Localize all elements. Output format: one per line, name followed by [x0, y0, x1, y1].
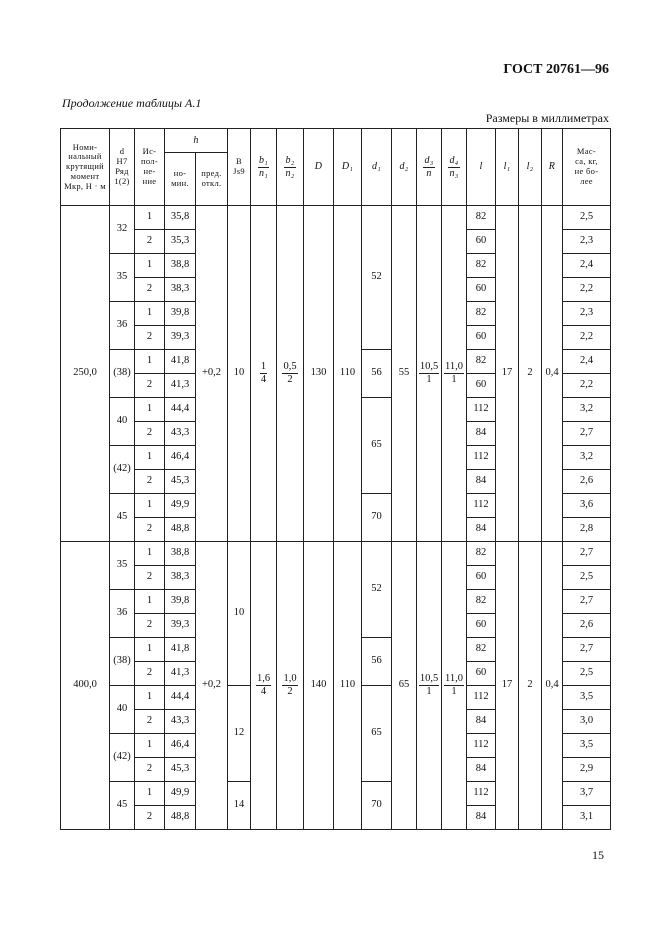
isp-cell: 1 — [135, 302, 165, 326]
mass-cell: 2,2 — [563, 374, 611, 398]
h-nom-cell: 45,3 — [165, 470, 196, 494]
table-row — [61, 542, 611, 566]
col-d4n3 — [442, 129, 467, 206]
d-cell: 36 — [110, 302, 135, 350]
l-cell: 112 — [467, 446, 496, 470]
isp-cell: 2 — [135, 326, 165, 350]
h-nom-cell: 44,4 — [165, 686, 196, 710]
D-cell: 140 — [304, 542, 334, 830]
col-l: l — [467, 129, 496, 206]
col-h-nom — [165, 153, 196, 206]
B-cell: 10 — [228, 542, 251, 686]
h-nom-cell: 43,3 — [165, 710, 196, 734]
standard-number: ГОСТ 20761—96 — [503, 62, 609, 77]
d-cell: 32 — [110, 206, 135, 254]
mass-cell: 2,3 — [563, 302, 611, 326]
l-cell: 82 — [467, 350, 496, 374]
d-cell: 35 — [110, 542, 135, 590]
l-cell: 112 — [467, 686, 496, 710]
h-nom-cell: 35,3 — [165, 230, 196, 254]
h-nom-cell: 39,3 — [165, 326, 196, 350]
d2-cell: 55 — [392, 206, 417, 542]
header-text: момент — [70, 170, 100, 181]
isp-cell: 1 — [135, 686, 165, 710]
col-h-tol — [196, 153, 228, 206]
mass-cell: 2,7 — [563, 422, 611, 446]
fraction: $\frac{\text{b₁}}{\text{n₁}}$ — [258, 155, 269, 179]
fraction: $\frac{0,5}{2}$ — [283, 360, 297, 385]
d1-cell: 56 — [362, 350, 392, 398]
header-text: крутящий — [65, 161, 105, 172]
d-cell: (42) — [110, 446, 135, 494]
col-d1: d₁ — [362, 129, 392, 206]
h-nom-cell: 41,8 — [165, 638, 196, 662]
d-cell: 40 — [110, 398, 135, 446]
fraction: $\frac{1}{4}$ — [260, 360, 267, 385]
h-nom-cell: 49,9 — [165, 494, 196, 518]
isp-cell: 2 — [135, 278, 165, 302]
l-cell: 82 — [467, 302, 496, 326]
l-cell: 82 — [467, 638, 496, 662]
col-h: h — [165, 129, 228, 153]
header-text: са, кг, — [575, 156, 598, 167]
mass-cell: 2,4 — [563, 350, 611, 374]
isp-cell: 2 — [135, 566, 165, 590]
D1-cell: 110 — [334, 206, 362, 542]
col-b2n2 — [277, 129, 304, 206]
isp-cell: 1 — [135, 206, 165, 230]
fraction: $\frac{10,5}{1}$ — [419, 672, 439, 697]
isp-cell: 1 — [135, 350, 165, 374]
header-text: Мас- — [576, 146, 597, 157]
isp-cell: 2 — [135, 806, 165, 830]
mass-cell: 3,0 — [563, 710, 611, 734]
header-text: Mкр, Н · м — [64, 180, 106, 191]
mass-cell: 2,6 — [563, 470, 611, 494]
header-text: 1(2) — [114, 175, 130, 186]
d4n3-cell — [442, 542, 467, 830]
l-cell: 112 — [467, 398, 496, 422]
col-mass — [563, 129, 611, 206]
mass-cell: 2,5 — [563, 566, 611, 590]
dimensions-table — [60, 128, 611, 830]
isp-cell: 1 — [135, 398, 165, 422]
l-cell: 82 — [467, 206, 496, 230]
header-text: лее — [580, 175, 593, 186]
l-cell: 60 — [467, 614, 496, 638]
l-cell: 84 — [467, 758, 496, 782]
d1-cell: 56 — [362, 638, 392, 686]
col-b1n1 — [251, 129, 277, 206]
mass-cell: 3,2 — [563, 446, 611, 470]
l2-cell: 2 — [519, 542, 542, 830]
fraction: $\frac{11,0}{1}$ — [445, 672, 463, 697]
d1-cell: 52 — [362, 542, 392, 638]
isp-cell: 2 — [135, 230, 165, 254]
h-nom-cell: 48,8 — [165, 806, 196, 830]
B-cell: 14 — [228, 782, 251, 830]
d3n-cell — [417, 206, 442, 542]
mass-cell: 2,2 — [563, 278, 611, 302]
l-cell: 82 — [467, 542, 496, 566]
header-text: B — [236, 156, 242, 167]
isp-cell: 2 — [135, 518, 165, 542]
l-cell: 60 — [467, 230, 496, 254]
h-nom-cell: 38,8 — [165, 254, 196, 278]
h-nom-cell: 49,9 — [165, 782, 196, 806]
D1-cell: 110 — [334, 542, 362, 830]
d4n3-cell — [442, 206, 467, 542]
header-text: пред. — [201, 168, 222, 179]
mass-cell: 3,5 — [563, 686, 611, 710]
isp-cell: 1 — [135, 254, 165, 278]
isp-cell: 2 — [135, 422, 165, 446]
b1n1-cell — [251, 542, 277, 830]
l-cell: 82 — [467, 254, 496, 278]
d-cell: (38) — [110, 350, 135, 398]
h-nom-cell: 41,8 — [165, 350, 196, 374]
header-text: Номи- — [72, 141, 98, 152]
l-cell: 112 — [467, 734, 496, 758]
d-cell: 40 — [110, 686, 135, 734]
mass-cell: 2,3 — [563, 230, 611, 254]
col-isp — [135, 129, 165, 206]
isp-cell: 1 — [135, 542, 165, 566]
header-text: откл. — [201, 178, 222, 189]
l-cell: 60 — [467, 662, 496, 686]
d3n-cell — [417, 542, 442, 830]
isp-cell: 2 — [135, 470, 165, 494]
header-text: но- — [173, 168, 187, 179]
d1-cell: 65 — [362, 398, 392, 494]
l1-cell: 17 — [496, 542, 519, 830]
l-cell: 60 — [467, 374, 496, 398]
col-D1: D₁ — [334, 129, 362, 206]
col-D: D — [304, 129, 334, 206]
mass-cell: 2,7 — [563, 542, 611, 566]
torque-cell: 400,0 — [61, 542, 110, 830]
col-d — [110, 129, 135, 206]
h-nom-cell: 44,4 — [165, 398, 196, 422]
l-cell: 82 — [467, 590, 496, 614]
B-cell: 10 — [228, 206, 251, 542]
mass-cell: 2,7 — [563, 590, 611, 614]
fraction: $\frac{\text{d₄}}{\text{n₃}}$ — [449, 155, 459, 179]
l-cell: 84 — [467, 806, 496, 830]
l2-cell: 2 — [519, 206, 542, 542]
D-cell: 130 — [304, 206, 334, 542]
B-cell: 12 — [228, 686, 251, 782]
b2n2-cell — [277, 542, 304, 830]
mass-cell: 2,6 — [563, 614, 611, 638]
l-cell: 84 — [467, 470, 496, 494]
mass-cell: 3,7 — [563, 782, 611, 806]
header-text: Js9 — [233, 166, 245, 176]
d1-cell: 65 — [362, 686, 392, 782]
l-cell: 60 — [467, 566, 496, 590]
h-nom-cell: 39,3 — [165, 614, 196, 638]
header-text: пол- — [141, 156, 158, 167]
col-l1: l₁ — [496, 129, 519, 206]
header-text: H7 — [116, 156, 128, 167]
mass-cell: 2,7 — [563, 638, 611, 662]
header-text: Ряд — [115, 166, 129, 176]
mass-cell: 3,2 — [563, 398, 611, 422]
h-nom-cell: 39,8 — [165, 302, 196, 326]
isp-cell: 2 — [135, 374, 165, 398]
h-tol-cell: +0,2 — [196, 206, 228, 542]
header-text: ние — [142, 175, 157, 186]
fraction: $\frac{\text{d₃}}{n}$ — [424, 155, 434, 179]
h-nom-cell: 39,8 — [165, 590, 196, 614]
l-cell: 84 — [467, 422, 496, 446]
isp-cell: 2 — [135, 758, 165, 782]
table-continuation-caption: Продолжение таблицы А.1 — [62, 96, 202, 110]
l-cell: 112 — [467, 494, 496, 518]
h-tol-cell: +0,2 — [196, 542, 228, 830]
mass-cell: 2,2 — [563, 326, 611, 350]
h-nom-cell: 41,3 — [165, 662, 196, 686]
h-nom-cell: 46,4 — [165, 446, 196, 470]
col-d2: d₂ — [392, 129, 417, 206]
h-nom-cell: 46,4 — [165, 734, 196, 758]
h-nom-cell: 38,3 — [165, 566, 196, 590]
isp-cell: 2 — [135, 710, 165, 734]
isp-cell: 1 — [135, 446, 165, 470]
l1-cell: 17 — [496, 206, 519, 542]
isp-cell: 1 — [135, 638, 165, 662]
d-cell: (38) — [110, 638, 135, 686]
mass-cell: 3,1 — [563, 806, 611, 830]
h-nom-cell: 43,3 — [165, 422, 196, 446]
table-row — [61, 206, 611, 230]
fraction: $\frac{1,6}{4}$ — [256, 672, 271, 697]
units-note: Размеры в миллиметрах — [485, 111, 609, 125]
d-cell: 45 — [110, 782, 135, 830]
header-text: не- — [143, 166, 156, 176]
mass-cell: 3,6 — [563, 494, 611, 518]
d-cell: 45 — [110, 494, 135, 542]
isp-cell: 1 — [135, 590, 165, 614]
d-cell: (42) — [110, 734, 135, 782]
d1-cell: 70 — [362, 782, 392, 830]
d1-cell: 70 — [362, 494, 392, 542]
fraction: $\frac{1,0}{2}$ — [283, 672, 297, 697]
l-cell: 84 — [467, 710, 496, 734]
h-nom-cell: 45,3 — [165, 758, 196, 782]
h-nom-cell: 38,3 — [165, 278, 196, 302]
mass-cell: 2,5 — [563, 662, 611, 686]
d-cell: 36 — [110, 590, 135, 638]
col-torque — [61, 129, 110, 206]
isp-cell: 2 — [135, 614, 165, 638]
l-cell: 60 — [467, 326, 496, 350]
h-nom-cell: 38,8 — [165, 542, 196, 566]
isp-cell: 2 — [135, 662, 165, 686]
mass-cell: 2,8 — [563, 518, 611, 542]
d2-cell: 65 — [392, 542, 417, 830]
R-cell: 0,4 — [542, 206, 563, 542]
b1n1-cell — [251, 206, 277, 542]
mass-cell: 2,5 — [563, 206, 611, 230]
d1-cell: 52 — [362, 206, 392, 350]
l-cell: 84 — [467, 518, 496, 542]
h-nom-cell: 41,3 — [165, 374, 196, 398]
isp-cell: 1 — [135, 782, 165, 806]
d-cell: 35 — [110, 254, 135, 302]
isp-cell: 1 — [135, 734, 165, 758]
col-d3n — [417, 129, 442, 206]
fraction: $\frac{11,0}{1}$ — [445, 360, 463, 385]
l-cell: 60 — [467, 278, 496, 302]
col-R: R — [542, 129, 563, 206]
page-number: 15 — [592, 848, 604, 862]
mass-cell: 2,9 — [563, 758, 611, 782]
mass-cell: 2,4 — [563, 254, 611, 278]
l-cell: 112 — [467, 782, 496, 806]
header-text: d — [119, 146, 125, 157]
h-nom-cell: 35,8 — [165, 206, 196, 230]
header-text: мин. — [171, 178, 189, 189]
col-B — [228, 129, 251, 206]
fraction: $\frac{10,5}{1}$ — [419, 360, 439, 385]
header-text: нальный — [68, 151, 102, 162]
b2n2-cell — [277, 206, 304, 542]
fraction: $\frac{\text{b₂}}{\text{n₂}}$ — [285, 155, 295, 179]
mass-cell: 3,5 — [563, 734, 611, 758]
R-cell: 0,4 — [542, 542, 563, 830]
col-l2: l₂ — [519, 129, 542, 206]
header-text: Ис- — [142, 146, 157, 157]
torque-cell: 250,0 — [61, 206, 110, 542]
h-nom-cell: 48,8 — [165, 518, 196, 542]
header-text: не бо- — [574, 166, 599, 176]
isp-cell: 1 — [135, 494, 165, 518]
